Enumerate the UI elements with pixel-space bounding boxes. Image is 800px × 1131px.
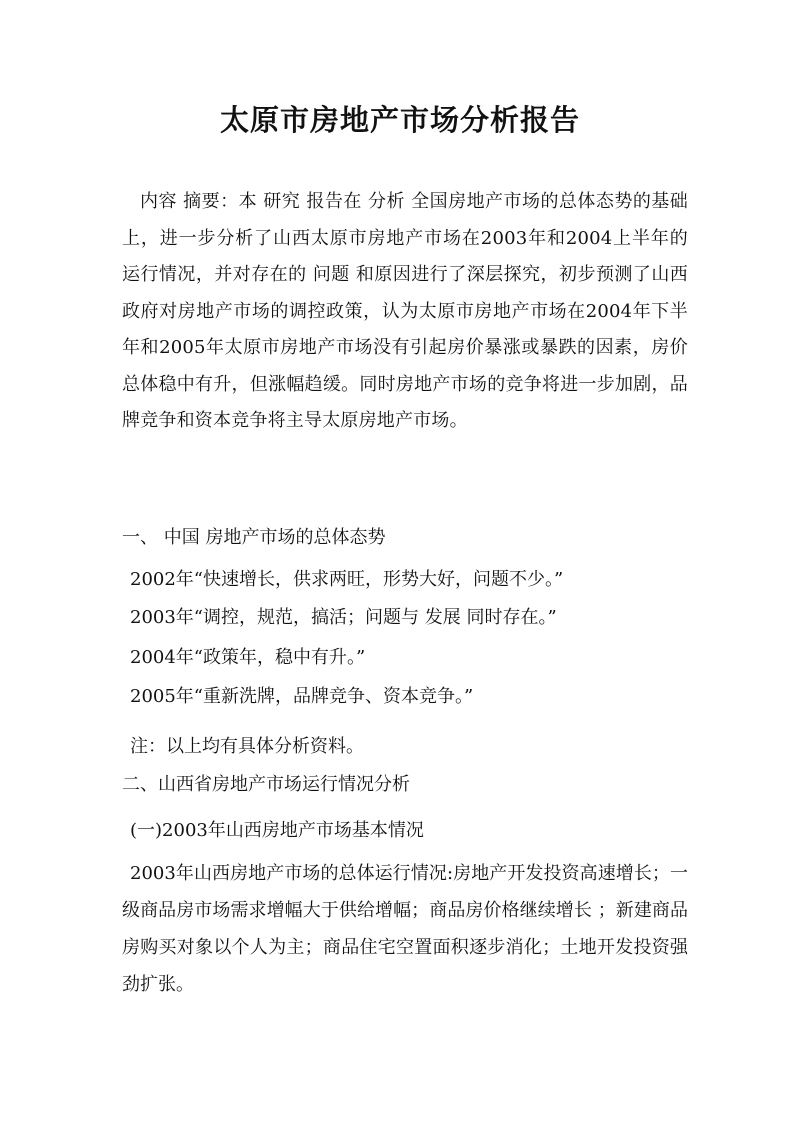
- trend-2004: 2004年“政策年，稳中有升。”: [130, 647, 366, 668]
- trend-2005: 2005年“重新洗牌，品牌竞争、资本竞争。”: [130, 686, 474, 707]
- trend-2003: 2003年“调控，规范，搞活；问题与 发展 同时存在。”: [130, 607, 557, 628]
- section2-paragraph: 2003年山西房地产市场的总体运行情况:房地产开发投资高速增长；一级商品房市场需求增幅大于供给增幅；商品房价格继续增长 ；新建商品房购买对象以个人为主；商品住宅空置面积逐步消化；土地开发投资强劲扩张。: [122, 863, 688, 995]
- note-line: 注：以上均有具体分析资料。: [130, 736, 364, 757]
- abstract-paragraph: 内容 摘要：本 研究 报告在 分析 全国房地产市场的总体态势的基础上，进一步分析了山西太原市房地产市场在2003年和2004上半年的运行情况，并对存在的 问题 和原因进行了深层探究，初步预测了山西政府对房地产市场的调控政策，认为太原市房地产市场在2004年下半年和2005年太原市房地产市场没有引起房价暴涨或暴跌的因素，房价总体稳中有升，但涨幅趋缓。同时房地产市场的竞争将进一步加剧，品牌竞争和资本竞争将主导太原房地产市场。: [122, 191, 688, 431]
- trend-2002: 2002年“快速增长，供求两旺，形势大好，问题不少。”: [130, 569, 564, 590]
- section2-subheading: (一)2003年山西房地产市场基本情况: [130, 820, 424, 841]
- section2-heading: 二、山西省房地产市场运行情况分析: [122, 774, 410, 795]
- section1-heading: 一、 中国 房地产市场的总体态势: [122, 527, 386, 548]
- document-title: 太原市房地产市场分析报告: [219, 103, 580, 137]
